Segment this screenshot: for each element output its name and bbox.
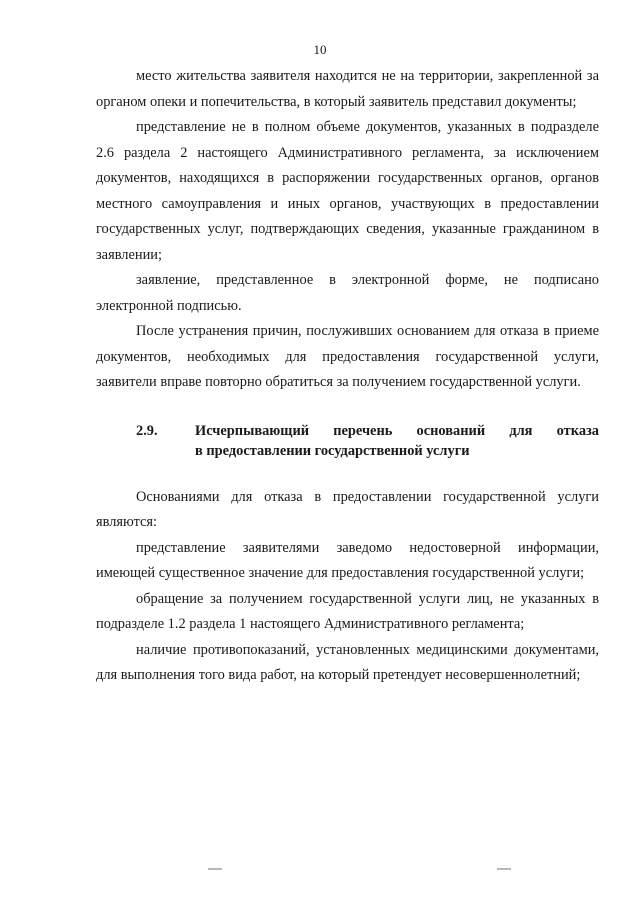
paragraph-unlisted-persons: обращение за получением государственной услуги лиц, не указанных в подразделе 1.2 раздела 1 настоящего Административного регламента; [96,590,599,632]
paragraph-incomplete-documents: представление не в полном объеме документов, указанных в подразделе 2.6 раздела 2 настоящего Административного регламента, за исключением документов, находящихся в распоряжении государственных органов, органов местного самоуправления и иных органов, участвующих в предоставлении государственных услуг, подтверждающих сведения, указанные гражданином в заявлении; [96,119,599,263]
paragraph-false-information: представление заявителями заведомо недостоверной информации, имеющей существенное значение для предоставления государственной услуги; [96,539,599,581]
section-number: 2.9. [136,422,158,439]
section-heading [96,421,599,461]
scan-mark [497,868,511,870]
section-title [195,421,599,461]
paragraph-electronic-signature: заявление, представленное в электронной форме, не подписано электронной подписью. [96,272,599,314]
section-title-line-2: в предоставлении государственной услуги [195,442,470,459]
paragraph-medical-contraindications: наличие противопоказаний, установленных медицинскими документами, для выполнения того вида работ, на который претендует несовершеннолетний; [96,641,599,683]
paragraph-grounds-intro: Основаниями для отказа в предоставлении государственной услуги являются: [96,488,599,530]
paragraph-residence: место жительства заявителя находится не на территории, закрепленной за органом опеки и попечительства, в который заявитель представил документы; [96,68,599,110]
scan-mark [208,868,222,870]
paragraph-reapply: После устранения причин, послуживших основанием для отказа в приеме документов, необходимых для предоставления государственной услуги, заявители вправе повторно обратиться за получением государственной услуги. [96,323,599,390]
section-title-line-1: Исчерпывающий перечень оснований для отказа [195,422,599,439]
page-number: 10 [313,42,327,57]
document-body [96,64,599,689]
